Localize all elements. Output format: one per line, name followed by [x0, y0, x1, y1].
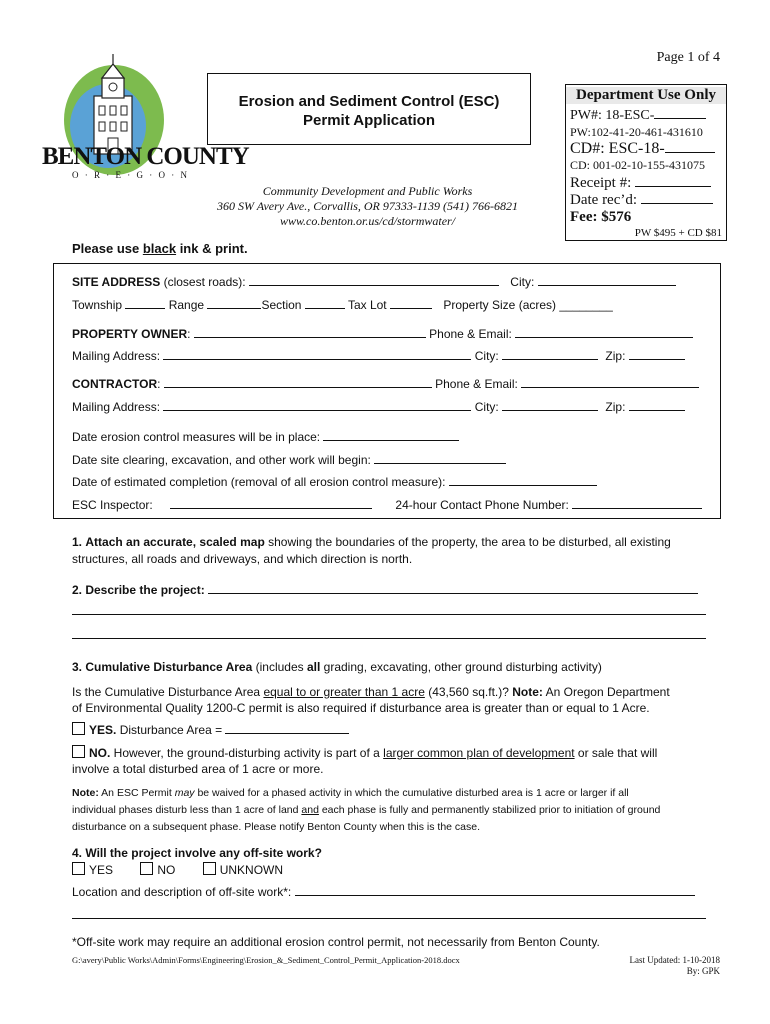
contractor-row: CONTRACTOR: Phone & Email:: [72, 375, 699, 391]
owner-phone-email-field[interactable]: [515, 325, 693, 338]
contractor-phone-email-field[interactable]: [521, 375, 699, 388]
site-address-row: SITE ADDRESS (closest roads): City:: [72, 273, 676, 289]
receipt-number[interactable]: Receipt #:: [570, 174, 711, 192]
last-updated: Last Updated: 1-10-2018 By: GPK: [629, 955, 720, 976]
offsite-options: YES NO UNKNOWN: [72, 862, 283, 877]
website: www.co.benton.or.us/cd/stormwater/: [279, 214, 456, 228]
question-2: 2. Describe the project:: [72, 581, 698, 597]
offsite-yes-checkbox[interactable]: [72, 862, 85, 875]
offsite-location-field[interactable]: [295, 883, 695, 896]
contractor-name-field[interactable]: [164, 375, 432, 388]
date-clearing-field[interactable]: [374, 451, 506, 464]
offsite-location-line-2[interactable]: [72, 918, 706, 919]
file-path: G:\avery\Public Works\Admin\Forms\Engineering\Erosion_&_Sediment_Control_Permit_Application-2018.docx: [72, 955, 460, 965]
yes-checkbox[interactable]: [72, 722, 85, 735]
ink-instruction: Please use black ink & print.: [72, 241, 248, 256]
title-box: [207, 73, 531, 145]
dept-heading: Department Use Only: [566, 87, 726, 104]
pw-code: PW:102-41-20-461-431610: [570, 125, 703, 139]
range-field[interactable]: [207, 296, 261, 309]
site-city-field[interactable]: [538, 273, 676, 286]
contractor-city-field[interactable]: [502, 398, 598, 411]
no-option: NO. However, the ground-disturbing activity is part of a larger common plan of development or sale that will involve a total disturbed area of 1 acre or more.: [72, 746, 658, 776]
date-measures-row: Date erosion control measures will be in place:: [72, 428, 459, 444]
cd-code: CD: 001-02-10-155-431075: [570, 158, 705, 172]
offsite-unknown-checkbox[interactable]: [203, 862, 216, 875]
department-use-box: [565, 84, 727, 241]
phased-note: Note: An ESC Permit may be waived for a phased activity in which the cumulative disturbed area is 1 acre or larger if all individual phases disturb less than 1 acre of land and each phase is fully and permanently stabilized prior to initiation of ground disturbance on a subsequent phase. Please notify Benton County when this is the case.: [72, 787, 661, 833]
logo-wordmark: BENTON COUNTY: [42, 143, 249, 170]
page-number: Page 1 of 4: [656, 50, 720, 65]
contractor-mailing-row: Mailing Address: City: Zip:: [72, 398, 685, 414]
question-3-text: Is the Cumulative Disturbance Area equal to or greater than 1 acre (43,560 sq.ft.)? Note: An Oregon Department of Environmental Quality 1200-C permit is also required if disturbance area is greater than or equal to 1 Acre.: [72, 685, 670, 715]
disturbance-area-field[interactable]: [225, 721, 349, 734]
owner-mailing-row: Mailing Address: City: Zip:: [72, 347, 685, 363]
offsite-no-checkbox[interactable]: [140, 862, 153, 875]
property-size-field[interactable]: Property Size (acres) ________: [443, 298, 613, 312]
question-4-heading: 4. Will the project involve any off-site work?: [72, 846, 322, 860]
project-description-field[interactable]: [208, 581, 698, 594]
contact-phone-field[interactable]: [572, 496, 702, 509]
site-address-field[interactable]: [249, 273, 499, 286]
project-description-line-3[interactable]: [72, 638, 706, 639]
owner-row: PROPERTY OWNER: Phone & Email:: [72, 325, 693, 341]
fee: Fee: $576: [570, 209, 632, 225]
inspector-field[interactable]: [170, 496, 372, 509]
form-title-line2: Permit Application: [303, 112, 435, 129]
contractor-mailing-field[interactable]: [163, 398, 471, 411]
tax-lot-field[interactable]: [390, 296, 432, 309]
logo-oregon: O · R · E · G · O · N: [72, 170, 189, 180]
question-1: 1. Attach an accurate, scaled map showing the boundaries of the property, the area to be disturbed, all existing structures, all roads and driveways, and which direction is north.: [72, 535, 671, 566]
section-field[interactable]: [305, 296, 345, 309]
date-measures-field[interactable]: [323, 428, 459, 441]
date-received[interactable]: Date rec’d:: [570, 191, 713, 209]
date-clearing-row: Date site clearing, excavation, and other work will begin:: [72, 451, 506, 467]
township-row: Township Range Section Tax Lot Property Size (acres) ________: [72, 298, 613, 312]
date-completion-field[interactable]: [449, 473, 597, 486]
owner-mailing-field[interactable]: [163, 347, 471, 360]
owner-name-field[interactable]: [194, 325, 426, 338]
street-address: 360 SW Avery Ave., Corvallis, OR 97333-1139 (541) 766-6821: [217, 199, 518, 213]
contractor-zip-field[interactable]: [629, 398, 685, 411]
fee-split: PW $495 + CD $81: [634, 227, 722, 239]
inspector-row: ESC Inspector: 24-hour Contact Phone Number:: [72, 496, 702, 512]
date-completion-row: Date of estimated completion (removal of all erosion control measure):: [72, 473, 597, 489]
question-3-heading: 3. Cumulative Disturbance Area (includes all grading, excavating, other ground disturbing activity): [72, 660, 602, 674]
address-block: [190, 184, 545, 229]
owner-zip-field[interactable]: [629, 347, 685, 360]
project-description-line-2[interactable]: [72, 614, 706, 615]
no-checkbox[interactable]: [72, 745, 85, 758]
form-title-line1: Erosion and Sediment Control (ESC): [238, 93, 500, 110]
footnote: *Off-site work may require an additional erosion control permit, not necessarily from Benton County.: [72, 935, 600, 949]
department-name: Community Development and Public Works: [262, 184, 473, 198]
cd-number[interactable]: CD#: ESC-18-: [570, 140, 715, 158]
owner-city-field[interactable]: [502, 347, 598, 360]
offsite-location-row: Location and description of off-site work*:: [72, 883, 695, 899]
township-field[interactable]: [125, 296, 165, 309]
pw-number[interactable]: PW#: 18-ESC-: [570, 106, 706, 124]
yes-option: YES. Disturbance Area =: [72, 721, 349, 737]
